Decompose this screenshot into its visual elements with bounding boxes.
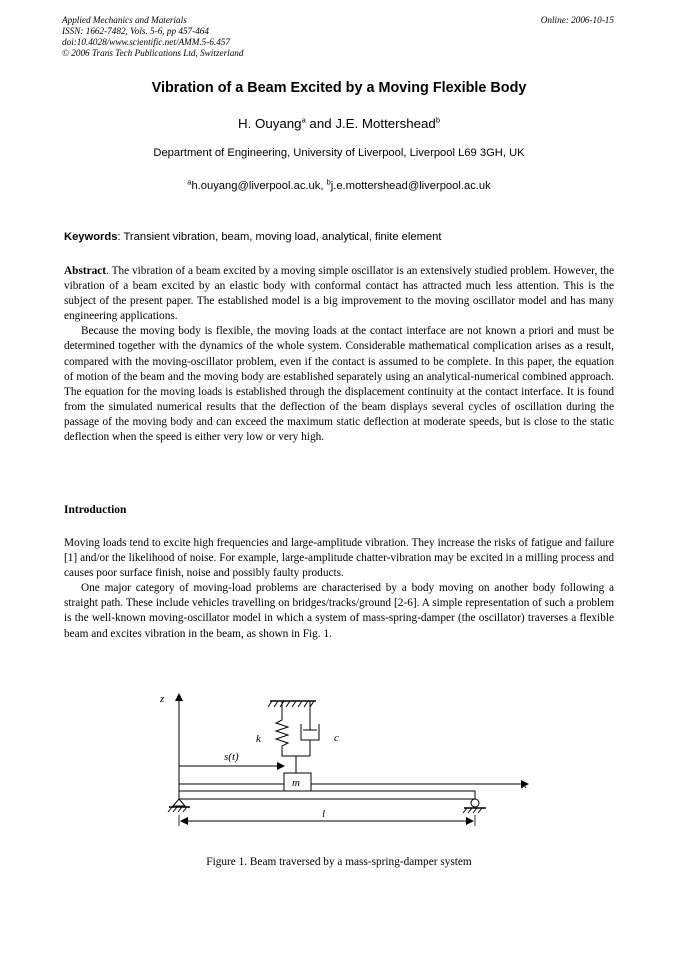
issn-line: ISSN: 1662-7482, Vols. 5-6, pp 457-464 (62, 26, 209, 36)
length-l-label: l (322, 808, 326, 820)
keywords-label: Keywords (64, 231, 118, 243)
author-1: H. Ouyang (237, 116, 302, 131)
position-s-label: s(t) (224, 751, 239, 763)
top-ground-hatch (268, 701, 316, 707)
journal-name: Applied Mechanics and Materials (62, 15, 187, 25)
doi-line: doi:10.4028/www.scientific.net/AMM.5-6.457 (62, 37, 230, 47)
intro-paragraph-1: Moving loads tend to excite high frequencies and large-amplitude vibration. They increase the risks of fatigue and failure [1] and/or the likelihood of noise. For example, large-amplitude chatter-vibration may be excited in a milling process and causes poor surface finish, noise and possibly faulty products. (64, 537, 614, 580)
abstract-paragraph-2: Because the moving body is flexible, the moving loads at the contact interface are not known a priori and must be determined together with the dynamics of the whole system. Considerable mathematical complication arises as a result, compared with the moving-oscillator problem, even if the contact is assumed to be complete. In this paper, the equation of motion of the beam and the moving body are established separately using an analytical-numerical combined approach. The equation for the moving loads is established through the displacement continuity at the contact interface. It is found from the simulated numerical results that the deflection of the beam displays several cycles of oscillation during the passage of the moving body and can exceed the maximum static deflection at moderate speeds, but is close to the static deflection when the speed is either very low or very high. (64, 325, 614, 444)
author-1-sup: a (301, 115, 306, 125)
spring-k-label: k (256, 733, 261, 745)
spring (276, 701, 310, 756)
beam (179, 791, 475, 799)
author-conjunction: and (305, 116, 336, 131)
damper (301, 701, 319, 756)
email-line (0, 177, 678, 192)
online-date: Online: 2006-10-15 (540, 15, 614, 25)
pin-support-left (168, 799, 190, 812)
damper-c-label: c (334, 732, 339, 744)
introduction-heading: Introduction (64, 504, 127, 516)
intro-paragraph-2: One major category of moving-load problems are characterised by a body moving on another body following a straight path. These include vehicles travelling on bridges/tracks/ground [2-6]. A simple representation of such a problem is the well-known moving-oscillator model in which a system of mass-spring-damper (the oscillator) traverses a flexible beam and excites vibration in the beam, as shown in Fig. 1. (64, 582, 614, 640)
abstract-paragraph-1: . The vibration of a beam excited by a moving simple oscillator is an extensively studied problem. However, the vibration of a beam excited by an elastic body with conformal contact has attracted much less attention. This is the subject of the present paper. The established model is a big improvement to the moving oscillator model and has many engineering applications. (64, 265, 614, 323)
introduction (64, 536, 614, 642)
affiliation: Department of Engineering, University of Liverpool, Liverpool L69 3GH, UK (153, 147, 525, 159)
keywords-text: : Transient vibration, beam, moving load, analytical, finite element (117, 231, 442, 243)
abstract-label: Abstract (64, 265, 107, 277)
email-1: h.ouyang@liverpool.ac.uk, (191, 180, 327, 192)
author-2-sup: b (435, 115, 440, 125)
abstract (64, 264, 614, 445)
email-1-sup: a (187, 177, 192, 187)
author-2: J.E. Mottershead (335, 116, 436, 131)
journal-header (62, 15, 243, 59)
z-axis-label: z (160, 693, 165, 705)
figure-1-diagram (150, 690, 550, 840)
keywords (64, 231, 616, 243)
copyright-line: © 2006 Trans Tech Publications Ltd, Switzerland (62, 48, 244, 58)
email-2: j.e.mottershead@liverpool.ac.uk (330, 180, 491, 192)
mass-m-label: m (292, 777, 300, 789)
paper-title: Vibration of a Beam Excited by a Moving Flexible Body (151, 80, 527, 96)
author-line (0, 116, 678, 131)
figure-caption: Figure 1. Beam traversed by a mass-spring-damper system (206, 856, 472, 868)
roller-support-right (463, 799, 486, 813)
email-2-sup: b (326, 177, 331, 187)
x-axis-label: x (522, 779, 527, 791)
